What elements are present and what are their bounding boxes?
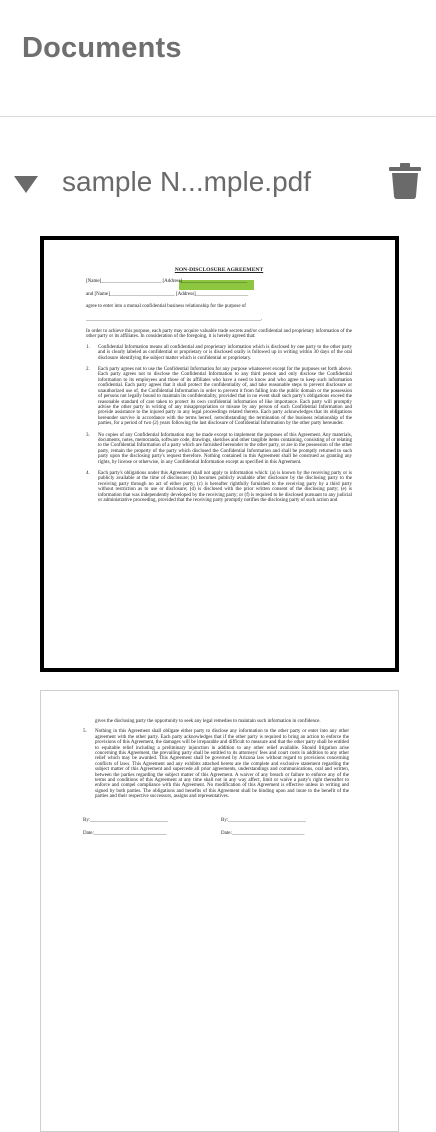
document-title: NON-DISCLOSURE AGREEMENT (174, 267, 264, 273)
clause-number: 5. (83, 729, 87, 735)
signature-block (83, 818, 349, 845)
by-line: By:_______________________________ (221, 817, 306, 823)
clause-text: No copies of any Confidential Information may be made except to implement the purposes of this Agreement. Any materials, documents, notes, memoranda, software code, drawings, sketches and other tangible items containing, consisting of or relating to the Confidential Information of a party which are furnished hereunder to the other party, or are in the possession of the other party, remain the property of the party which disclosed the Confidential Information and shall be promptly returned to such party upon the disclosing party's request therefore. Nothing contained in this Agreement shall be construed as granting any rights, by license or otherwise, in any Confidential Information except as specified in this Agreement. (98, 432, 352, 465)
name-address-line-1: [Name]________________________ [Address]__________________________ (86, 279, 248, 285)
clause-2 (86, 367, 352, 426)
page-thumbnail-2[interactable] (40, 690, 399, 1132)
signature-right (221, 818, 349, 845)
documents-header (0, 0, 436, 117)
clause-1 (86, 345, 352, 361)
continuation-paragraph: gives the disclosing party the opportunity to seek any legal remedies to maintain such information in confidence. (95, 719, 321, 724)
clause-text: Confidential Information means all confidential and proprietary information which is disclosed by one party to the other party and is clearly labeled as confidential or proprietary or is disclosed orally is followed up in writing within 30 days of the oral disclosure identifying the subject matter which is confidential or proprietary. (98, 344, 352, 361)
date-line: Date:_____________________________ (83, 831, 167, 837)
clause-text: Each party's obligations under this Agreement shall not apply to information which: (a) is known by the receiving party or is publicly available at the time of disclosure; (b) becomes publicly available after disclosure by the disclosing party to the receiving party through no act of either party; (c) is hereafter rightfully furnished to the receiving party by a third party without restriction as to use or disclosure; (d) is disclosed with the prior written consent of the disclosing party; (e) is information that was independently developed by the receiving party; or (f) is required to be disclosed pursuant to any judicial or administrative proceeding, provided that the receiving party promptly notifies the disclosing party of such action and (98, 470, 352, 503)
page-thumbnail-1[interactable] (40, 236, 399, 672)
signature-left (83, 818, 211, 845)
page-title: Documents (22, 32, 182, 64)
trash-icon[interactable] (389, 163, 421, 199)
clause-5 (83, 729, 349, 799)
clause-number: 4. (86, 470, 90, 476)
clause-number: 1. (86, 344, 90, 350)
clause-text: Nothing in this Agreement shall obligate either party to disclose any information to the other party or enter into any other agreement with the other party. Each party acknowledges that if the other party is required to bring an action to enforce the provisions of this Agreement, the damages will be irreparable and difficult to measure and that the other party shall be entitled to equitable relief including a preliminary injunction in addition to any other relief available. Should litigation arise concerning this Agreement, the prevailing party shall be entitled to its attorneys' fees and court costs in addition to any other relief which may be awarded. This Agreement shall be governed by Arizona law without regard to provisions concerning conflicts of laws. This Agreement and any exhibits attached hereto are the complete and exclusive statement regarding the subject matter of this Agreement and supercede all prior agreements, understandings and communications, oral and written, between the parties regarding the subject matter of this Agreement. A waiver of any breach or failure to enforce any of the terms and conditions of this Agreement at any time shall not in any way affect, limit or waive a party's right thereafter to enforce and compel compliance with this Agreement. No modification of this Agreement is effective unless in writing and signed by both parties. The obligations and benefits of this Agreement shall be binding upon and inure to the benefit of the parties and their respective successors, assigns and representatives. (95, 729, 349, 800)
intro-paragraph: In order to achieve this purpose, each party may acquire valuable trade secrets and/or confidential and proprietary information of the other party or its affiliates. In consideration of the foregoing, it is hereby agreed that: (86, 329, 352, 340)
clause-number: 3. (86, 432, 90, 438)
name-address-line-2: and [Name]__________________________ [Address]_____________________ (86, 291, 249, 297)
file-name[interactable]: sample N...mple.pdf (62, 166, 311, 197)
clause-4 (86, 471, 352, 503)
by-line: By:_______________________________ (83, 817, 168, 823)
page-2-content (83, 719, 349, 845)
clause-text: Each party agrees not to use the Confidential Information for any purpose whatsoever except for the purposes set forth above. Each party agrees not to disclose the Confidential Information to any third person and only disclose the Confidential information to its employees and those of its affiliates who have a need to know and who agree to keep such information confidential. Each party agrees that it shall protect the confidentiality of, and take reasonable steps to prevent disclosure or unauthorized use of, the Confidential Information in order to prevent it from falling into the public domain or the possession of persons not legally bound to maintain its confidentiality, provided that in no event shall such party's obligations exceed the reasonable standard of care taken to protect its own confidential information of like importance. Each party will promptly advise the other party in writing of any misappropriation or misuse by any person of such Confidential Information and provide assistance to the injured party in any legal proceedings related thereto. Each party acknowledges that its obligations hereunder survive in accordance with the terms hereof, notwithstanding the termination of the business relationship of the parties, for a period of two (2) years following the last disclosure of Confidential Information by the other party hereunder. (98, 367, 352, 427)
caret-down-icon[interactable] (14, 176, 38, 193)
purpose-line: agree to enter into a mutual confidential business relationship for the purpose of (86, 304, 246, 310)
date-line: Date:_____________________________ (221, 831, 305, 837)
file-row[interactable] (0, 150, 436, 216)
clause-3 (86, 433, 352, 465)
page-1-content (86, 268, 352, 509)
purpose-blank-line: ______________________________________________________________________. (86, 316, 263, 322)
clause-number: 2. (86, 367, 90, 373)
